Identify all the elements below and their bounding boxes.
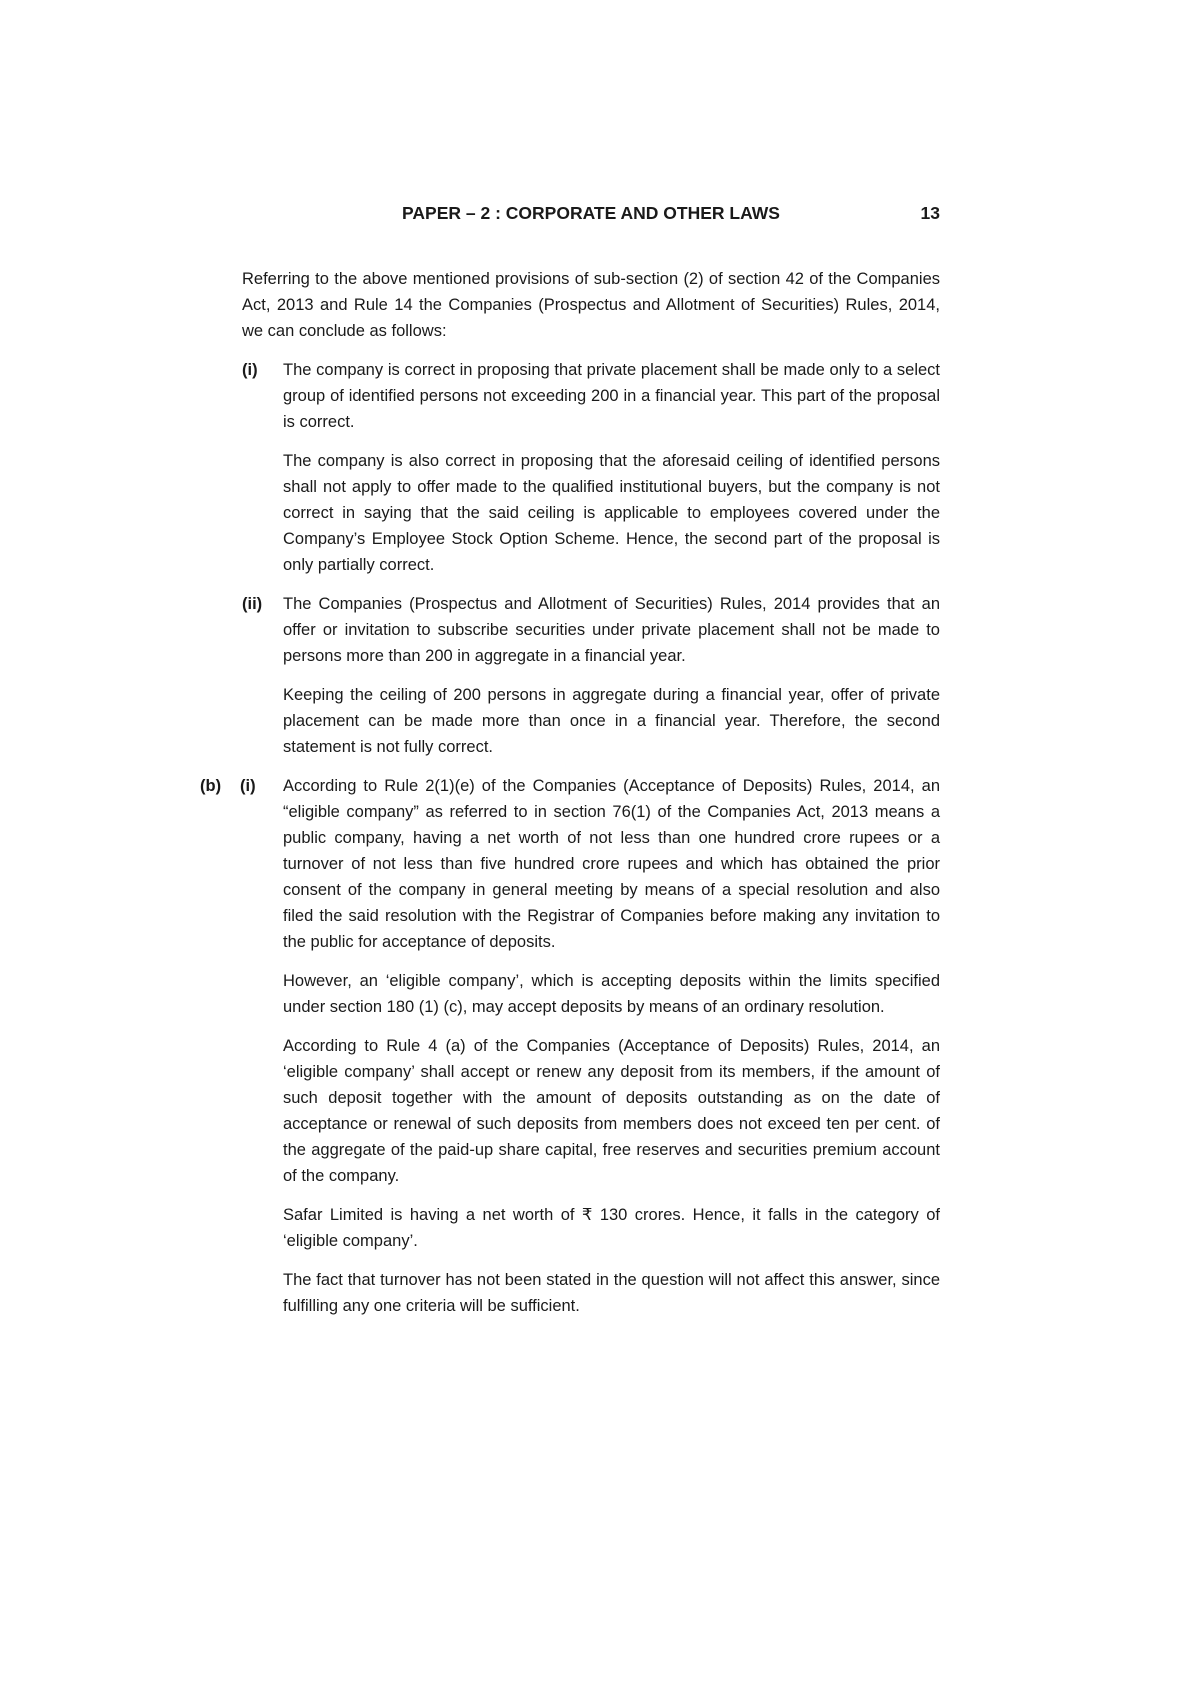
page-number: 13: [920, 203, 940, 223]
paper-title: PAPER – 2 : CORPORATE AND OTHER LAWS: [402, 203, 780, 223]
page-header: [242, 202, 940, 224]
answer-content: [0, 266, 1191, 1332]
item-b-paragraph-1: According to Rule 2(1)(e) of the Companies (Acceptance of Deposits) Rules, 2014, an “eligible company” as referred to in section 76(1) of the Companies Act, 2013 means a public company, having a net worth of not less than one hundred crore rupees or a turnover of not less than five hundred crore rupees and which has obtained the prior consent of the company in general meeting by means of a special resolution and also filed the said resolution with the Registrar of Companies before making any invitation to the public for acceptance of deposits.: [283, 777, 940, 951]
item-ii-paragraph-2: Keeping the ceiling of 200 persons in aggregate during a financial year, offer of private placement can be made more than once in a financial year. Therefore, the second statement is not fully correct.: [283, 686, 940, 756]
item-ii-paragraph-1: The Companies (Prospectus and Allotment of Securities) Rules, 2014 provides that an offer or invitation to subscribe securities under private placement shall not be made to persons more than 200 in aggregate in a financial year.: [283, 595, 940, 665]
item-label-i: (i): [242, 361, 258, 379]
intro-paragraph: Referring to the above mentioned provisions of sub-section (2) of section 42 of the Companies Act, 2013 and Rule 14 the Companies (Prospectus and Allotment of Securities) Rules, 2014, we can conclude as follows:: [242, 270, 940, 340]
item-i-paragraph-2: The company is also correct in proposing that the aforesaid ceiling of identified persons shall not apply to offer made to the qualified institutional buyers, but the company is not correct in saying that the said ceiling is applicable to employees covered under the Company’s Employee Stock Option Scheme. Hence, the second part of the proposal is only partially correct.: [283, 452, 940, 574]
item-b-paragraph-3: According to Rule 4 (a) of the Companies (Acceptance of Deposits) Rules, 2014, an ‘eligible company’ shall accept or renew any deposit from its members, if the amount of such deposit together with the amount of deposits outstanding as on the date of acceptance or renewal of such deposits from members does not exceed ten per cent. of the aggregate of the paid-up share capital, free reserves and securities premium account of the company.: [283, 1037, 940, 1185]
item-b-paragraph-4: Safar Limited is having a net worth of ₹ 130 crores. Hence, it falls in the category of ‘eligible company’.: [283, 1206, 940, 1250]
item-i-paragraph-1: The company is correct in proposing that private placement shall be made only to a select group of identified persons not exceeding 200 in a financial year. This part of the proposal is correct.: [283, 361, 940, 431]
answer-item-i: [242, 357, 940, 435]
answer-item-ii: [242, 591, 940, 669]
answer-item-b-i: [200, 773, 940, 955]
item-b-paragraph-2: However, an ‘eligible company’, which is accepting deposits within the limits specified under section 180 (1) (c), may accept deposits by means of an ordinary resolution.: [283, 972, 940, 1016]
item-label-b-i: (i): [240, 777, 256, 795]
item-b-paragraph-5: The fact that turnover has not been stated in the question will not affect this answer, since fulfilling any one criteria will be sufficient.: [283, 1271, 940, 1315]
item-label-b: (b): [200, 777, 222, 795]
item-label-ii: (ii): [242, 595, 263, 613]
